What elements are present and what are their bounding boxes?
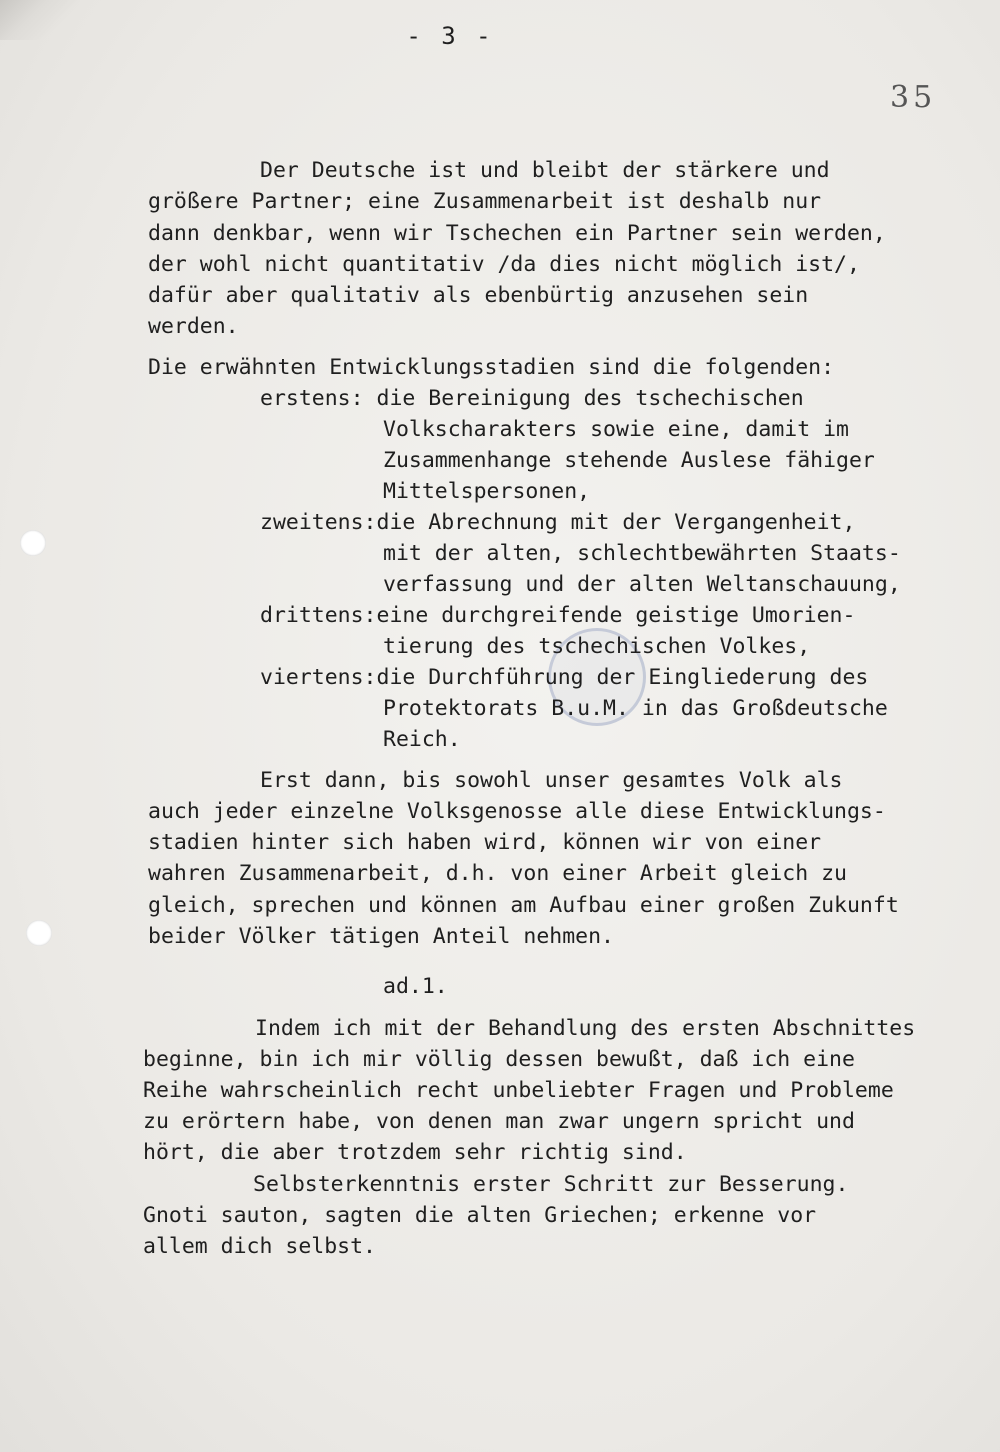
text-line: zweitens:die Abrechnung mit der Vergangenheit, [260,510,856,535]
text-line: ad.1. [383,974,448,999]
text-line: stadien hinter sich haben wird, können wir von einer [148,830,822,855]
text-line: auch jeder einzelne Volksgenosse alle diese Entwicklungs- [148,799,886,824]
text-line: beginne, bin ich mir völlig dessen bewußt, daß ich eine [143,1047,855,1072]
text-line: wahren Zusammenarbeit, d.h. von einer Arbeit gleich zu [148,861,847,886]
text-line: dafür aber qualitativ als ebenbürtig anzusehen sein [148,283,809,308]
text-line: Selbsterkenntnis erster Schritt zur Besserung. [253,1172,849,1197]
text-line: werden. [148,314,239,339]
text-line: allem dich selbst. [143,1234,376,1259]
text-line: größere Partner; eine Zusammenarbeit ist deshalb nur [148,189,822,214]
text-line: Zusammenhange stehende Auslese fähiger [383,448,875,473]
text-line: drittens:eine durchgreifende geistige Umorien- [260,603,856,628]
text-line: Reihe wahrscheinlich recht unbeliebter Fragen und Probleme [143,1078,894,1103]
text-line: zu erörtern habe, von denen man zwar ungern spricht und [143,1109,855,1134]
text-line: mit der alten, schlechtbewährten Staats- [383,541,901,566]
text-line: erstens: die Bereinigung des tschechischen [260,386,804,411]
text-line: beider Völker tätigen Anteil nehmen. [148,924,614,949]
text-line: Der Deutsche ist und bleibt der stärkere und [260,158,830,183]
text-line: Gnoti sauton, sagten die alten Griechen; erkenne vor [143,1203,817,1228]
text-line: verfassung und der alten Weltanschauung, [383,572,901,597]
punch-hole [20,530,46,556]
text-line: Erst dann, bis sowohl unser gesamtes Volk als [260,768,843,793]
text-line: Indem ich mit der Behandlung des ersten Abschnittes [255,1016,916,1041]
text-line: viertens:die Durchführung der Eingliederung des [260,665,869,690]
text-line: der wohl nicht quantitativ /da dies nicht möglich ist/, [148,252,860,277]
text-line: hört, die aber trotzdem sehr richtig sind. [143,1140,687,1165]
folio-number: 35 [890,80,937,115]
text-line: Mittelspersonen, [383,479,591,504]
punch-hole [26,920,52,946]
text-line: Volkscharakters sowie eine, damit im [383,417,849,442]
text-line: Reich. [383,727,461,752]
page-number: - 3 - [406,22,494,50]
text-line: Protektorats B.u.M. in das Großdeutsche [383,696,888,721]
text-line: tierung des tschechischen Volkes, [383,634,811,659]
text-line: gleich, sprechen und können am Aufbau einer großen Zukunft [148,893,899,918]
text-line: dann denkbar, wenn wir Tschechen ein Partner sein werden, [148,221,886,246]
text-line: Die erwähnten Entwicklungsstadien sind die folgenden: [148,355,835,380]
paper-curl [0,0,80,40]
